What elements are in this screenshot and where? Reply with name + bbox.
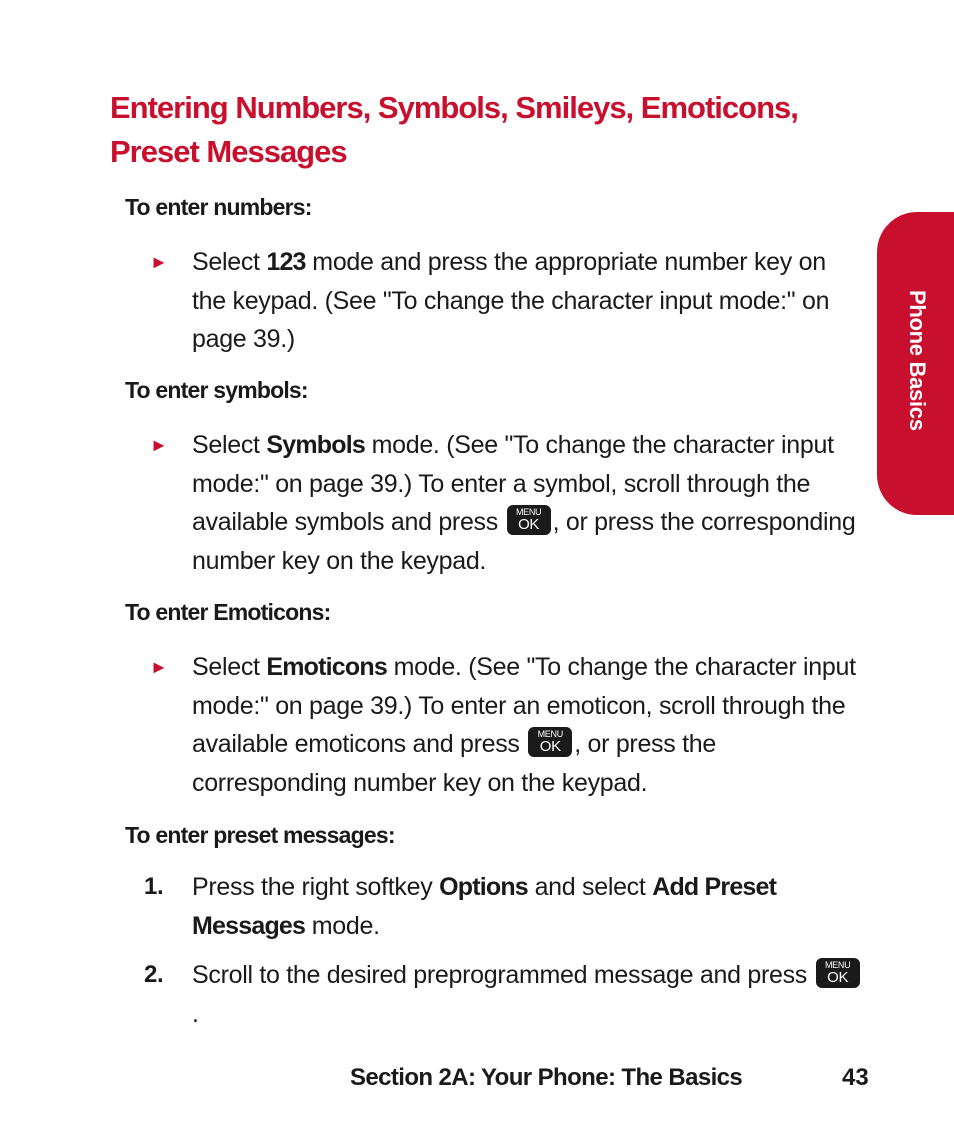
side-tab-label: Phone Basics [905,290,930,431]
page-title: Entering Numbers, Symbols, Smileys, Emoticons, Preset Messages [110,90,798,169]
preset-step-1: 1. Press the right softkey Options and select Add Preset Messages mode. [192,868,862,945]
footer-section-title: Section 2A: Your Phone: The Basics [350,1064,743,1091]
mode-123: 123 [266,248,306,276]
add-preset-messages: Add Preset Messages [192,873,777,940]
bullet-arrow-icon: ► [150,657,168,677]
preset-step-2: 2. Scroll to the desired preprogrammed message and press MENU OK . [192,956,862,1033]
heading-emoticons: To enter Emoticons: [125,599,331,625]
page-number: 43 [842,1064,869,1091]
step-number: 2. [144,961,164,988]
options-softkey: Options [439,873,528,901]
symbols-instruction: ► Select Symbols mode. (See "To change the character input mode:" on page 39.) To enter a symbol, scroll through the available symbols and press MENU OK , or press the corresponding number key on the keypad. [192,426,862,580]
heading-symbols: To enter symbols: [125,377,308,403]
heading-preset-messages: To enter preset messages: [125,822,395,848]
mode-emoticons: Emoticons [266,653,387,681]
emoticons-instruction: ► Select Emoticons mode. (See "To change the character input mode:" on page 39.) To enter an emoticon, scroll through the available emoticons and press MENU OK , or press the corresponding number key on the keypad. [192,648,862,802]
step-number: 1. [144,873,164,900]
menu-ok-key-icon: MENU OK [528,727,572,757]
menu-ok-key-icon: MENU OK [816,958,860,988]
menu-ok-key-icon: MENU OK [507,505,551,535]
heading-numbers: To enter numbers: [125,194,312,220]
numbers-instruction: ► Select 123 mode and press the appropriate number key on the keypad. (See "To change the character input mode:" on page 39.) [192,243,862,359]
mode-symbols: Symbols [266,431,365,459]
bullet-arrow-icon: ► [150,252,168,272]
bullet-arrow-icon: ► [150,435,168,455]
